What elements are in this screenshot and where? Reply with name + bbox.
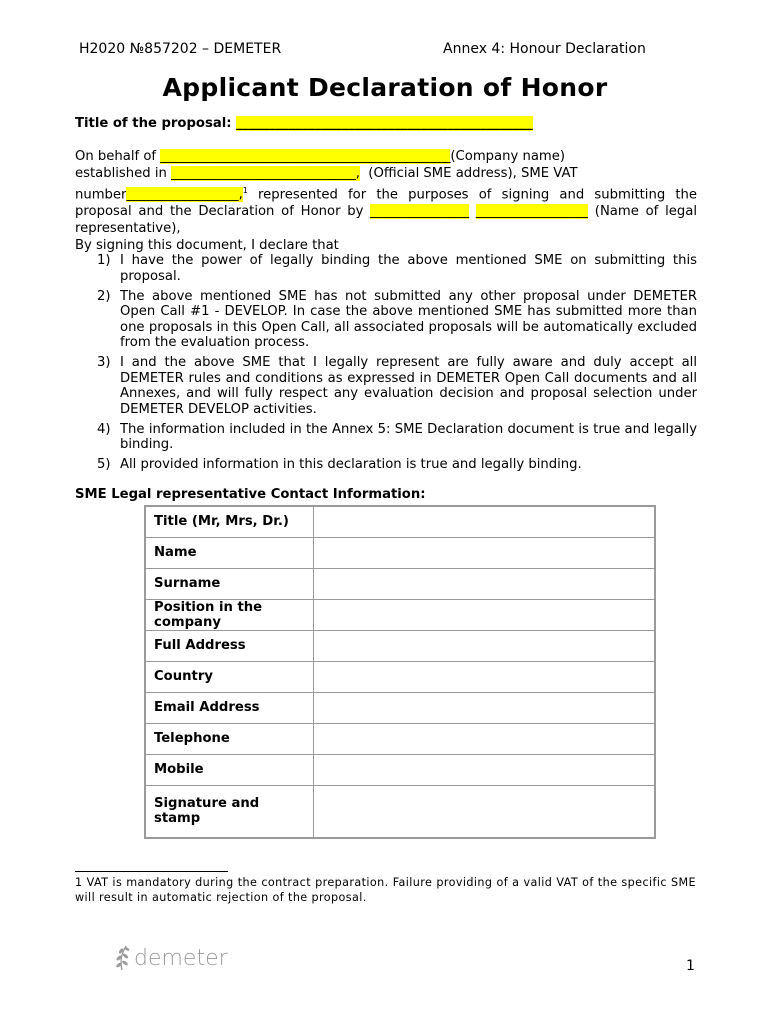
contact-row <box>145 661 655 692</box>
contact-field-label: Full Address <box>145 630 314 661</box>
declaration-item <box>97 289 697 351</box>
contact-table <box>144 505 656 839</box>
contact-field-label: Title (Mr, Mrs, Dr.) <box>145 506 314 537</box>
vat-number-blank[interactable]: _________________, <box>126 187 243 203</box>
header-left: H2020 №857202 – DEMETER <box>79 41 282 57</box>
contact-field-value[interactable] <box>314 537 656 568</box>
contact-row <box>145 568 655 599</box>
declaration-text: I have the power of legally binding the above mentioned SME on submitting this proposal. <box>120 253 697 284</box>
intro-representative-para <box>75 182 697 237</box>
declaration-number: 1) <box>97 253 111 268</box>
contact-field-label: Telephone <box>145 723 314 754</box>
contact-field-label: Position in the company <box>145 599 314 630</box>
contact-row <box>145 785 655 838</box>
contact-field-value[interactable] <box>314 692 656 723</box>
number-text: number <box>75 187 127 203</box>
contact-row <box>145 630 655 661</box>
contact-field-label: Country <box>145 661 314 692</box>
contact-field-value[interactable] <box>314 599 656 630</box>
demeter-logo <box>113 940 228 978</box>
footnote-ref: 1 <box>242 186 248 195</box>
contact-field-label: Signature and stamp <box>145 785 314 838</box>
contact-field-value[interactable] <box>314 723 656 754</box>
footnote-number: 1 <box>75 876 83 889</box>
header-right: Annex 4: Honour Declaration <box>443 41 646 57</box>
declaration-text: The above mentioned SME has not submitted any other proposal under DEMETER Open Call #1 - DEVELOP. In case the above mentioned SME has submitted more than one proposals in this Open Call, all associated proposals will be automatically excluded from the evaluation process. <box>120 288 697 350</box>
declaration-item <box>97 253 697 284</box>
address-blank[interactable]: ____________________________, <box>171 166 360 181</box>
contact-field-label: Surname <box>145 568 314 599</box>
contact-field-value[interactable] <box>314 661 656 692</box>
company-name-blank[interactable]: ____________________________________________ <box>160 149 451 164</box>
declaration-number: 4) <box>97 421 111 437</box>
contact-row <box>145 692 655 723</box>
established-text: established in <box>75 166 167 181</box>
proposal-title-label: Title of the proposal: <box>75 116 232 131</box>
intro-company-line <box>75 148 697 165</box>
contact-field-value[interactable] <box>314 630 656 661</box>
contact-field-label: Email Address <box>145 692 314 723</box>
contact-heading: SME Legal representative Contact Information: <box>75 487 426 502</box>
declaration-item <box>97 457 697 473</box>
intro-address-line <box>75 165 697 182</box>
contact-row <box>145 754 655 785</box>
declaration-text: I and the above SME that I legally represent are fully aware and duly accept all DEMETER rules and conditions as expressed in DEMETER Open Call documents and all Annexes, and will fully respect any evaluation decision and proposal selection under DEMETER DEVELOP activities. <box>120 355 697 417</box>
declaration-list <box>97 253 697 477</box>
footnote <box>75 875 696 905</box>
contact-field-value[interactable] <box>314 754 656 785</box>
declaration-item <box>97 422 697 453</box>
rep-name-label: (Name of legal representative), <box>75 204 697 237</box>
declaration-number: 2) <box>97 288 111 304</box>
declare-text: By signing this document, I declare that <box>75 238 339 254</box>
declaration-text: All provided information in this declaration is true and legally binding. <box>120 457 582 472</box>
contact-field-value[interactable] <box>314 785 656 838</box>
contact-field-value[interactable] <box>314 568 656 599</box>
on-behalf-text: On behalf of <box>75 149 157 164</box>
rep-name-blank-1[interactable]: _______________ <box>370 204 470 220</box>
declaration-item <box>97 355 697 417</box>
rep-name-blank-2[interactable]: _________________ <box>475 204 589 220</box>
contact-field-label: Name <box>145 537 314 568</box>
leaf-sprig-icon <box>113 940 228 974</box>
company-name-label: (Company name) <box>450 149 566 164</box>
contact-field-label: Mobile <box>145 754 314 785</box>
address-label: (Official SME address), SME VAT <box>368 166 578 181</box>
footnote-separator <box>75 871 228 872</box>
declaration-text: The information included in the Annex 5: SME Declaration document is true and legally binding. <box>120 421 697 452</box>
declaration-number: 5) <box>97 457 111 472</box>
contact-row <box>145 506 655 537</box>
contact-row <box>145 599 655 630</box>
logo-text: demeter <box>134 946 228 971</box>
contact-field-value[interactable] <box>314 506 656 537</box>
declaration-intro <box>75 148 697 254</box>
document-title: Applicant Declaration of Honor <box>162 73 608 102</box>
footnote-text: VAT is mandatory during the contract preparation. Failure providing of a valid VAT of the specific SME will result in automatic rejection of the proposal. <box>75 876 696 904</box>
contact-row <box>145 537 655 568</box>
contact-row <box>145 723 655 754</box>
page-number: 1 <box>686 958 695 974</box>
represented-text: represented for the purposes of signing and submitting the proposal and the Declaration of Honor by <box>75 187 697 220</box>
proposal-title-blank[interactable]: _____________________________________________ <box>236 116 533 131</box>
proposal-title-line <box>75 116 533 131</box>
declaration-number: 3) <box>97 355 111 370</box>
